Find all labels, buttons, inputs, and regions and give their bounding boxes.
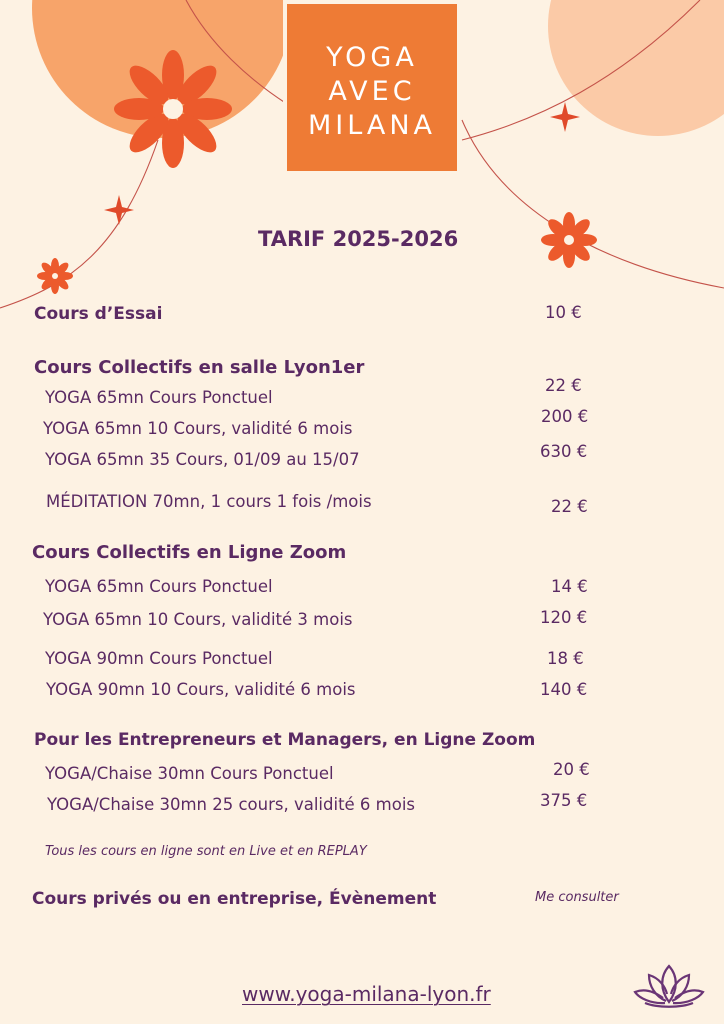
salle-item-label: MÉDITATION 70mn, 1 cours 1 fois /mois (46, 492, 372, 511)
zoom-heading: Cours Collectifs en Ligne Zoom (32, 542, 347, 563)
entrepreneurs-item-label: YOGA/Chaise 30mn Cours Ponctuel (45, 764, 334, 783)
entrepreneurs-item-price: 375 € (540, 791, 588, 810)
flower-large-icon (114, 50, 232, 168)
zoom-item-label: YOGA 90mn Cours Ponctuel (45, 649, 273, 668)
zoom-item-price: 120 € (540, 608, 588, 627)
lotus-icon (635, 966, 703, 1007)
flower-right-icon (541, 212, 597, 268)
flower-small-icon (37, 258, 73, 294)
salle-item-price: 630 € (540, 442, 588, 461)
sparkle-left-icon (104, 195, 134, 225)
salle-item-label: YOGA 65mn Cours Ponctuel (45, 388, 273, 407)
zoom-item-price: 14 € (551, 577, 588, 596)
zoom-item-label: YOGA 65mn 10 Cours, validité 3 mois (43, 610, 353, 629)
logo-line-2: AVEC (328, 76, 416, 107)
zoom-item-label: YOGA 90mn 10 Cours, validité 6 mois (46, 680, 356, 699)
online-note: Tous les cours en ligne sont en Live et en REPLAY (45, 844, 367, 859)
essai-label: Cours d’Essai (34, 304, 163, 324)
essai-price: 10 € (545, 303, 582, 322)
salle-item-label: YOGA 65mn 10 Cours, validité 6 mois (43, 419, 353, 438)
entrepreneurs-item-label: YOGA/Chaise 30mn 25 cours, validité 6 mois (47, 795, 416, 814)
logo-line-1: YOGA (326, 42, 418, 73)
zoom-item-price: 18 € (547, 649, 584, 668)
salle-heading: Cours Collectifs en salle Lyon1er (34, 357, 365, 378)
logo (287, 4, 457, 171)
logo-line-3: MILANA (307, 110, 437, 141)
entrepreneurs-item-price: 20 € (553, 760, 590, 779)
top-right-circle (548, 0, 724, 136)
salle-item-price: 22 € (545, 376, 582, 395)
prives-price: Me consulter (535, 890, 619, 905)
page-title: TARIF 2025-2026 (258, 227, 459, 251)
salle-item-label: YOGA 65mn 35 Cours, 01/09 au 15/07 (45, 450, 360, 469)
zoom-item-label: YOGA 65mn Cours Ponctuel (45, 577, 273, 596)
entrepreneurs-heading: Pour les Entrepreneurs et Managers, en Ligne Zoom (34, 730, 536, 750)
salle-item-price: 22 € (551, 497, 588, 516)
website-link[interactable]: www.yoga-milana-lyon.fr (242, 982, 491, 1006)
zoom-item-price: 140 € (540, 680, 588, 699)
salle-item-price: 200 € (541, 407, 589, 426)
prives-label: Cours privés ou en entreprise, Évènement (32, 889, 437, 909)
